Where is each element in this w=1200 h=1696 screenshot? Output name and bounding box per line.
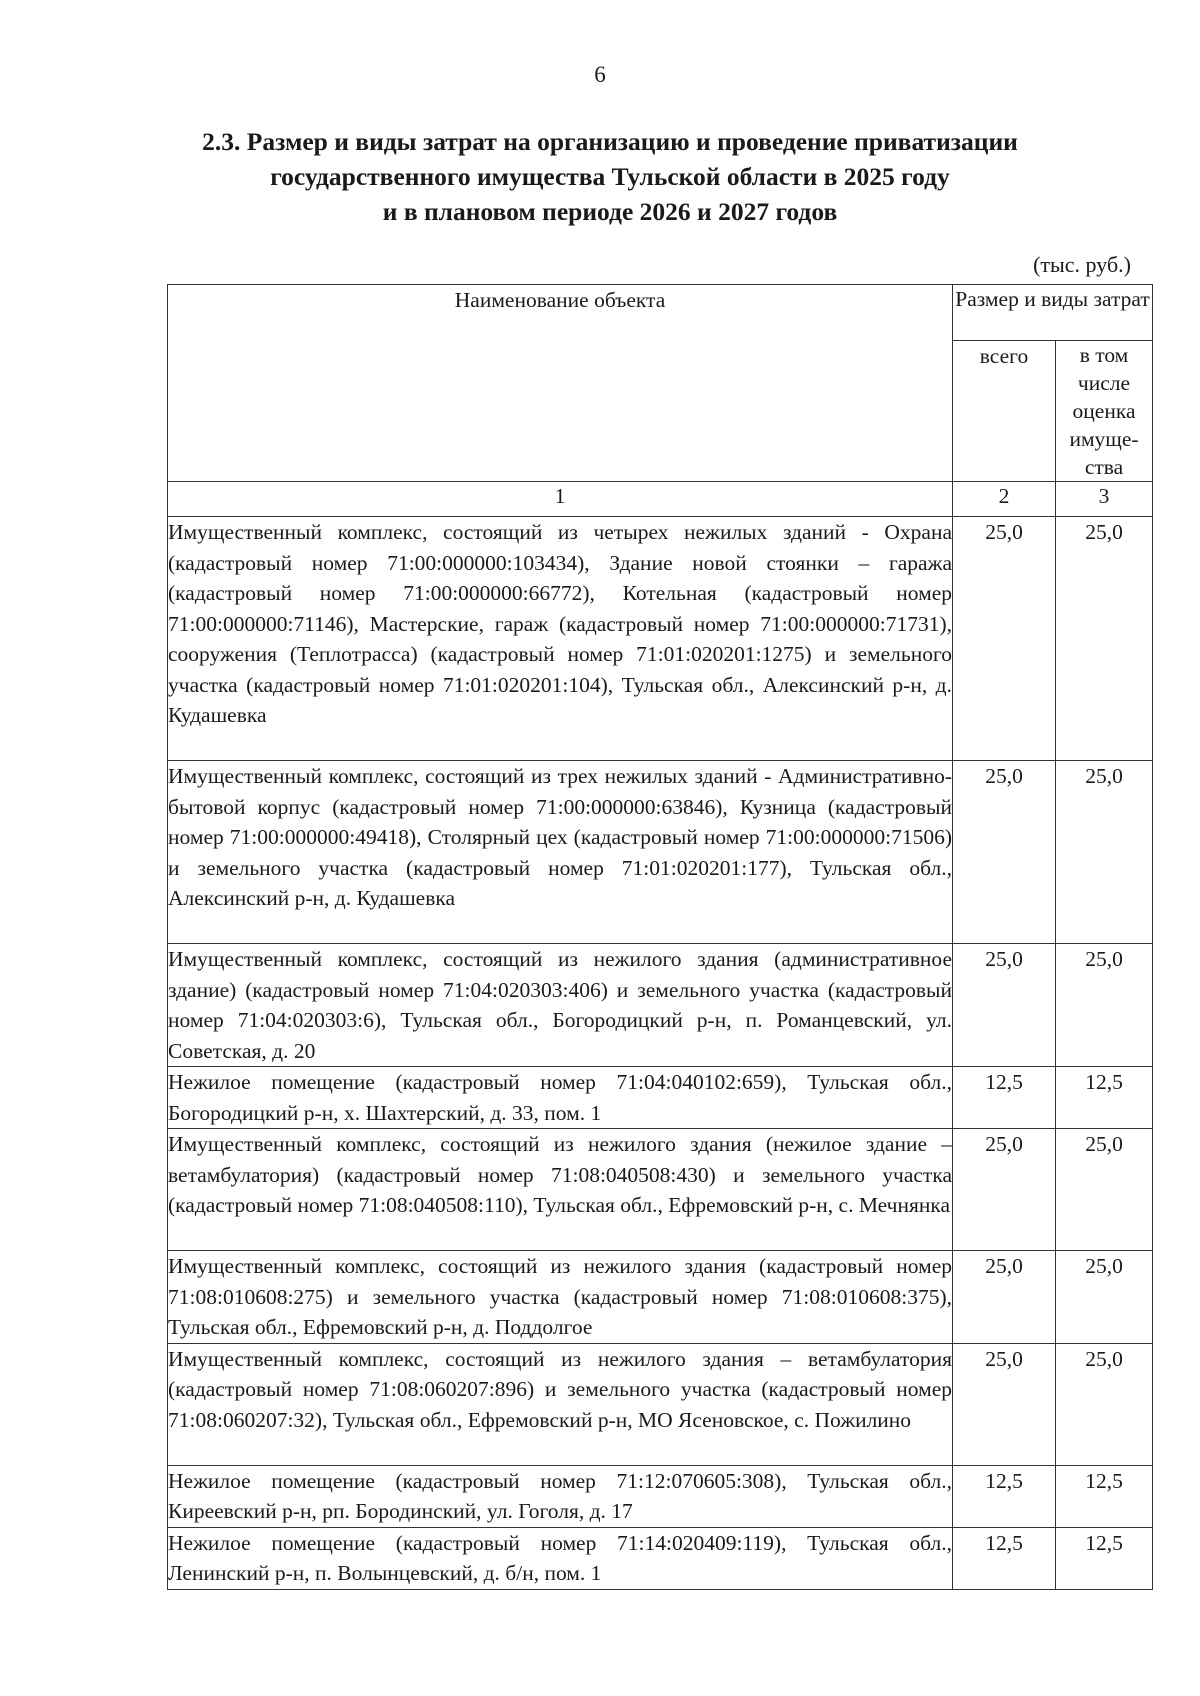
appraisal-cost-cell: 25,0	[1056, 1343, 1153, 1465]
total-cost-cell: 25,0	[953, 1129, 1056, 1251]
table-row	[168, 517, 1153, 761]
header-object-name: Наименование объекта	[168, 285, 953, 482]
column-number: 3	[1056, 482, 1153, 517]
object-name-cell: Имущественный комплекс, состоящий из четырех нежилых зданий - Охрана (кадастровый номер 71:00:000000:103434), Здание новой стоянки – гаража (кадастровый номер 71:00:000000:66772), Котельная (кадастровый номер 71:00:000000:71146), Мастерские, гараж (кадастровый номер 71:00:000000:71731), сооружения (Теплотрасса) (кадастровый номер 71:01:020201:1275) и земельного участка (кадастровый номер 71:01:020201:104), Тульская обл., Алексинский р-н, д. Кудашевка	[168, 517, 953, 761]
appraisal-cost-cell: 25,0	[1056, 1251, 1153, 1344]
total-cost-cell: 25,0	[953, 1251, 1056, 1344]
appraisal-cost-cell: 12,5	[1056, 1465, 1153, 1527]
object-name-cell: Имущественный комплекс, состоящий из нежилого здания (кадастровый номер 71:08:010608:275) и земельного участка (кадастровый номер 71:08:010608:375), Тульская обл., Ефремовский р-н, д. Поддолгое	[168, 1251, 953, 1344]
title-line: 2.3. Размер и виды затрат на организацию и проведение приватизации	[202, 127, 1018, 156]
column-number: 2	[953, 482, 1056, 517]
table-row	[168, 1251, 1153, 1344]
table-row	[168, 1067, 1153, 1129]
total-cost-cell: 12,5	[953, 1067, 1056, 1129]
total-cost-cell: 25,0	[953, 1343, 1056, 1465]
total-cost-cell: 25,0	[953, 517, 1056, 761]
header-total: всего	[953, 341, 1056, 482]
appraisal-cost-cell: 25,0	[1056, 517, 1153, 761]
header-including-appraisal: в том числе оценка имуще-ства	[1056, 341, 1153, 482]
appraisal-cost-cell: 25,0	[1056, 1129, 1153, 1251]
table-row	[168, 1527, 1153, 1589]
object-name-cell: Нежилое помещение (кадастровый номер 71:04:040102:659), Тульская обл., Богородицкий р-н, х. Шахтерский, д. 33, пом. 1	[168, 1067, 953, 1129]
total-cost-cell: 12,5	[953, 1465, 1056, 1527]
appraisal-cost-cell: 12,5	[1056, 1527, 1153, 1589]
appraisal-cost-cell: 12,5	[1056, 1067, 1153, 1129]
table-row	[168, 1343, 1153, 1465]
total-cost-cell: 12,5	[953, 1527, 1056, 1589]
column-numbers-row	[168, 482, 1153, 517]
object-name-cell: Имущественный комплекс, состоящий из трех нежилых зданий - Административно-бытовой корпус (кадастровый номер 71:00:000000:63846), Кузница (кадастровый номер 71:00:000000:49418), Столярный цех (кадастровый номер 71:00:000000:71506) и земельного участка (кадастровый номер 71:01:020201:177), Тульская обл., Алексинский р-н, д. Кудашевка	[168, 761, 953, 944]
appraisal-cost-cell: 25,0	[1056, 761, 1153, 944]
title-line: государственного имущества Тульской области в 2025 году	[270, 162, 950, 191]
appraisal-cost-cell: 25,0	[1056, 944, 1153, 1067]
object-name-cell: Имущественный комплекс, состоящий из нежилого здания – ветамбулатория (кадастровый номер 71:08:060207:896) и земельного участка (кадастровый номер 71:08:060207:32), Тульская обл., Ефремовский р-н, МО Ясеновское, с. Пожилино	[168, 1343, 953, 1465]
page-number: 6	[594, 62, 606, 87]
units-label: (тыс. руб.)	[1033, 252, 1131, 277]
table-row	[168, 944, 1153, 1067]
total-cost-cell: 25,0	[953, 944, 1056, 1067]
object-name-cell: Нежилое помещение (кадастровый номер 71:12:070605:308), Тульская обл., Киреевский р-н, рп. Бородинский, ул. Гоголя, д. 17	[168, 1465, 953, 1527]
total-cost-cell: 25,0	[953, 761, 1056, 944]
section-title	[110, 124, 1110, 229]
object-name-cell: Имущественный комплекс, состоящий из нежилого здания (нежилое здание – ветамбулатория) (кадастровый номер 71:08:040508:430) и земельного участка (кадастровый номер 71:08:040508:110), Тульская обл., Ефремовский р-н, с. Мечнянка	[168, 1129, 953, 1251]
title-line: и в плановом периоде 2026 и 2027 годов	[382, 197, 838, 226]
privatization-costs-table	[167, 284, 1153, 1590]
table-row	[168, 761, 1153, 944]
table-row	[168, 1129, 1153, 1251]
object-name-cell: Нежилое помещение (кадастровый номер 71:14:020409:119), Тульская обл., Ленинский р-н, п. Волынцевский, д. б/н, пом. 1	[168, 1527, 953, 1589]
header-costs: Размер и виды затрат	[953, 285, 1153, 341]
table-row	[168, 1465, 1153, 1527]
column-number: 1	[168, 482, 953, 517]
object-name-cell: Имущественный комплекс, состоящий из нежилого здания (административное здание) (кадастровый номер 71:04:020303:406) и земельного участка (кадастровый номер 71:04:020303:6), Тульская обл., Богородицкий р-н, п. Романцевский, ул. Советская, д. 20	[168, 944, 953, 1067]
